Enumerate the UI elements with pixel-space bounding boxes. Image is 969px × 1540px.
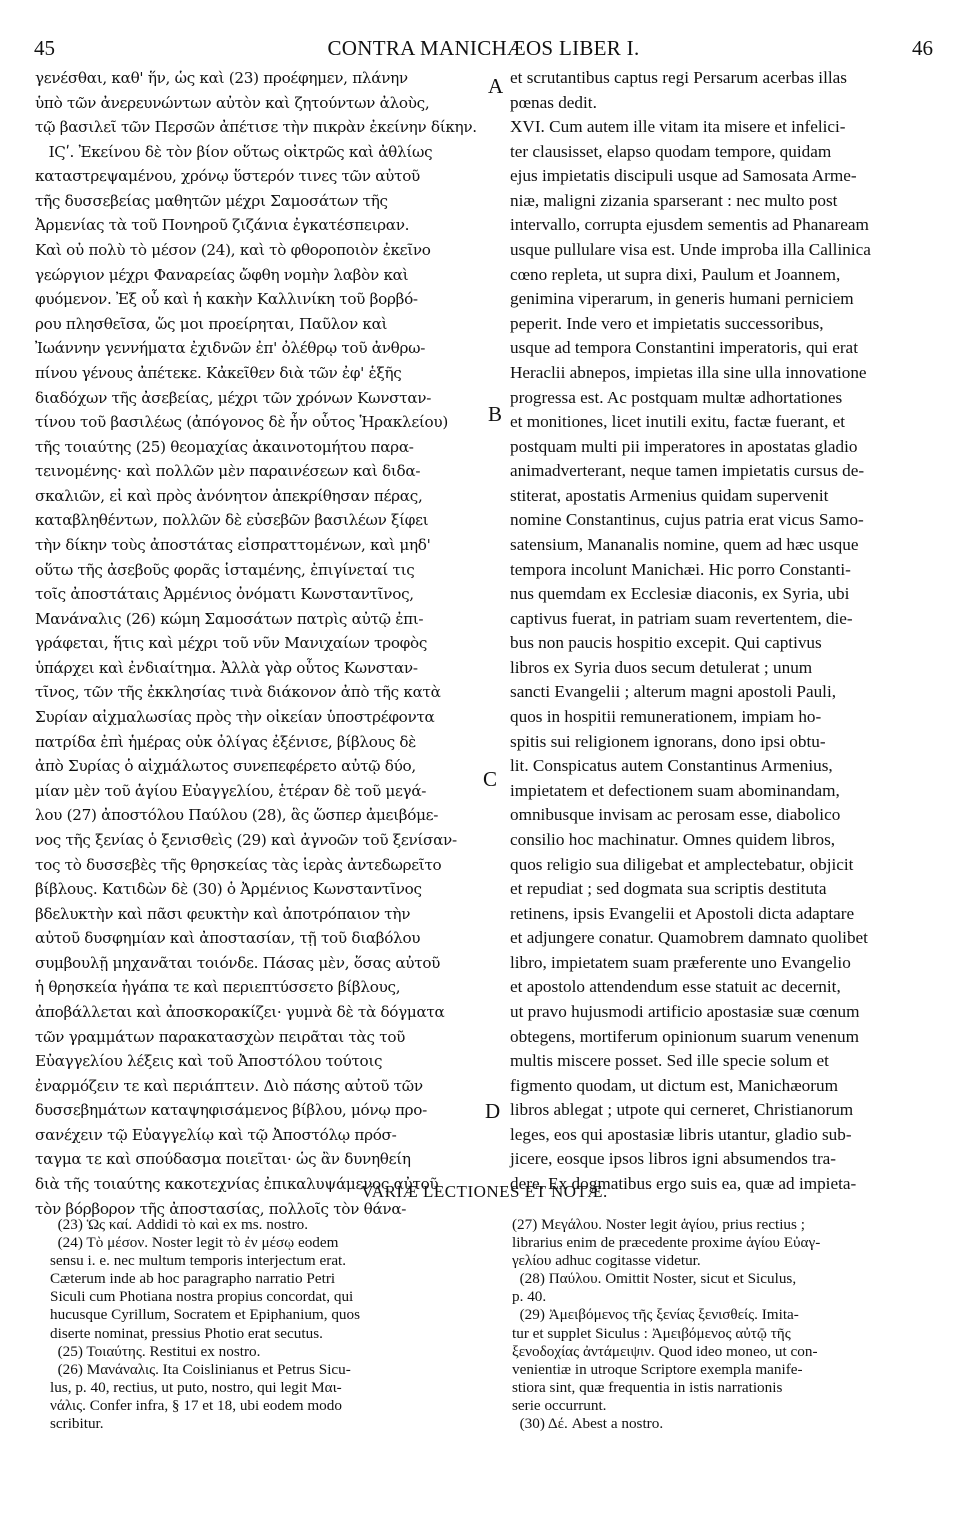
latin-text-line: et repudiat ; sed dogmata sua scriptis destituta xyxy=(510,879,827,899)
latin-text-line: omnibusque invisam ac perosam esse, diabolico xyxy=(510,805,841,825)
greek-text-line: ταγμα τε καὶ σπούδασμα ποιεῖται· ὡς ἂν δυνηθείη xyxy=(35,1150,411,1169)
latin-text-line: et monitiones, licet inutili exitu, factæ fuerant, et xyxy=(510,412,846,432)
latin-text-line: et scrutantibus captus regi Persarum acerbas illas xyxy=(510,68,847,87)
latin-text-line: XVI. Cum autem ille vitam ita misere et infelici- xyxy=(510,117,846,137)
latin-text-line: lit. Conspicatus autem Constantinus Armenius, xyxy=(510,756,833,776)
note-line: γελίου adhuc cogitasse videtur. xyxy=(512,1252,701,1270)
latin-text-line: et apostolo attendendum esse statuit ac decernit, xyxy=(510,977,841,997)
latin-text-line: ter clausisset, elapso quodam tempore, quidam xyxy=(510,141,832,161)
greek-text-line: ὑπάρχει καὶ ἐνδιαίτημα. Ἀλλὰ γὰρ οὗτος Κωνσταν- xyxy=(35,658,418,677)
greek-text-line: ρου πλησθεῖσα, ὥς μοι προείρηται, Παῦλον καὶ xyxy=(35,314,388,333)
latin-text-line: pœnas dedit. xyxy=(510,92,597,112)
greek-text-line: ἡ θρησκεία ἠγάπα τε καὶ περιεπτύσσετο βίβλους, xyxy=(35,978,401,997)
greek-text-line: τίνου τοῦ βασιλέως (ἀπόγονος δὲ ἦν οὗτος Ἡρακλείου) xyxy=(35,413,448,432)
page-number-left: 45 xyxy=(34,36,55,60)
greek-text-line: τος τὸ δυσσεβὲς τῆς θρησκείας τὰς ἱερὰς ἀντεδωρεῖτο xyxy=(35,855,442,874)
note-line: ξενοδοχίας ἀντάμειψιν. Quod ideo moneo, ut con- xyxy=(512,1342,818,1360)
greek-text-line: συμβουλῇ μηχανᾶται τοιόνδε. Πάσας μὲν, ὅσας αὐτοῦ xyxy=(35,953,441,972)
latin-text-line: progressa est. Ac postquam multæ adhortationes xyxy=(510,387,843,407)
note-line: tur et supplet Siculus : Ἀμειβόμενος αὐτῷ τῆς xyxy=(512,1324,791,1342)
latin-text-column xyxy=(510,66,940,1197)
latin-text-line: sancti Evangelii ; alterum magni apostoli Pauli, xyxy=(510,682,837,702)
greek-text-line: διὰ τῆς τοιαύτης κακοτεχνίας ἐπικαλυψάμενος αὐτοῦ xyxy=(35,1175,439,1194)
latin-text-line: usque pullulare visa est. Unde improba illa Callinica xyxy=(510,240,871,260)
greek-text-line: νος τῆς ξενίας ὁ ξενισθεὶς (29) καὶ ἀγνοῶν τοῦ ξενίσαν- xyxy=(35,830,457,849)
greek-text-line: σανέχειν τῷ Εὐαγγελίῳ καὶ τῷ Ἀποστόλῳ πρόσ- xyxy=(35,1125,397,1144)
latin-text-line: quos religio sua diligebat et amplectebatur, objicit xyxy=(510,854,854,874)
greek-text-line: Συρίαν αἰχμαλωσίας πρὸς τὴν οἰκείαν ὑποστρέφοντα xyxy=(35,708,435,727)
greek-text-line: μίαν μὲν τοῦ ἁγίου Εὐαγγελίου, ἑτέραν δὲ τοῦ μεγά- xyxy=(35,781,427,800)
note-line: (25) Τοιαύτης. Restitui ex nostro. xyxy=(50,1342,261,1360)
latin-text-line: consilio hoc machinatur. Omnes quidem libros, xyxy=(510,829,836,849)
latin-text-line: niæ, maligni zizania sparserant : nec multo post xyxy=(510,190,838,210)
latin-text-line: obtegens, mortiferum opinionum suarum venenum xyxy=(510,1026,859,1046)
greek-text-line: τῶν γραμμάτων παρακατασχὼν πειρᾶται τὰς τοῦ xyxy=(35,1027,406,1046)
note-line: (29) Ἀμειβόμενος τῆς ξενίας ξενισθείς. Imita- xyxy=(512,1306,799,1324)
latin-text-line: jicere, eosque ipsos libros igni absumendos tra- xyxy=(510,1149,837,1169)
margin-marker-a: A xyxy=(488,74,504,98)
latin-text-line: bus non paucis hospitio excepit. Qui captivus xyxy=(510,633,822,653)
greek-text-line: τῆς δυσσεβείας μαθητῶν μέχρι Σαμοσάτων τῆς xyxy=(35,191,388,210)
note-line: serie occurrunt. xyxy=(512,1396,607,1414)
greek-text-line: τῆς τοιαύτης (25) θεομαχίας ἀκαινοτομήτου παρα- xyxy=(35,437,414,456)
latin-text-line: satensium, Mananalis nomine, quem ad hæc usque xyxy=(510,534,859,554)
latin-text-line: quos in hospitii remunerationem, impiam ho- xyxy=(510,707,822,727)
note-line: (27) Μεγάλου. Noster legit ἁγίου, prius rectius ; xyxy=(512,1216,805,1233)
greek-text-line: πίνου γένους ἀπέτεκε. Κἀκεῖθεν διὰ τῶν ἐφ' ἑξῆς xyxy=(35,363,402,382)
greek-text-line: τοῖς ἀποστάταις Ἀρμένιος ὀνόματι Κωνσταντῖνος, xyxy=(35,585,414,604)
greek-text-line: ἀποβάλλεται καὶ ἀποσκορακίζει· γυμνὰ δὲ τὰ δόγματα xyxy=(35,1002,445,1021)
latin-text-line: Heraclii abnepos, impietas illa sine ulla innovatione xyxy=(510,362,867,382)
greek-text-line: Εὐαγγελίου λέξεις καὶ τοῦ Ἀποστόλου τούτοις xyxy=(35,1052,383,1071)
latin-text-line: retinens, ipsis Evangelii et Apostoli dicta adaptare xyxy=(510,903,855,923)
note-line: Cæterum inde ab hoc paragrapho narratio Petri xyxy=(50,1270,336,1288)
running-header xyxy=(34,36,933,62)
note-line: (30) Δέ. Abest a nostro. xyxy=(512,1415,664,1433)
note-line: stiora sint, quæ frequentia in istis narrationis xyxy=(512,1378,783,1396)
page-number-right: 46 xyxy=(912,36,933,60)
greek-text-line: τεινομένης· καὶ πολλῶν μὲν παραινέσεων καὶ διδα- xyxy=(35,462,421,481)
latin-text-line: libros ex Syria duos secum detulerat ; unum xyxy=(510,657,813,677)
greek-text-line: Ἰωάννην γεννήματα ἐχιδνῶν ἐπ' ὀλέθρῳ τοῦ ἀνθρω- xyxy=(35,339,426,358)
latin-text-line: captivus fuerat, in patriam suam revertentem, die- xyxy=(510,608,853,628)
greek-text-line: τὴν δίκην τοὺς ἀποστάτας εἰσπραττομένων, καὶ μηδ' xyxy=(35,535,431,554)
note-line: venientiæ in utroque Scriptore exempla manife- xyxy=(512,1360,803,1378)
latin-text-line: ejus impietatis discipuli usque ad Samosata Arme- xyxy=(510,166,857,186)
greek-text-line: βίβλους. Κατιδὼν δὲ (30) ὁ Ἀρμένιος Κωνσταντῖνος xyxy=(35,880,422,899)
note-line: (26) Μανάναλις. Ita Coislinianus et Petrus Sicu- xyxy=(50,1360,351,1378)
latin-text-line: animadverterant, neque tamen impietatis cursus de- xyxy=(510,461,865,481)
greek-text-line: αὐτοῦ δυσφημίαν καὶ ἀποστασίαν, τῇ τοῦ διαβόλου xyxy=(35,929,421,948)
notes-right-column xyxy=(512,1216,942,1433)
greek-text-line: ἐναρμόζειν τε καὶ περιάπτειν. Διὸ πάσης αὐτοῦ τῶν xyxy=(35,1076,423,1095)
greek-text-line: τῖνος, τῶν τῆς ἐκκλησίας τινὰ διάκονον ἀπὸ τῆς κατὰ xyxy=(35,683,441,702)
latin-text-line: postquam multi pii imperatores in apostatas gladio xyxy=(510,436,858,456)
note-line: lus, p. 40, rectius, ut puto, nostro, qui legit Μαι- xyxy=(50,1378,342,1396)
note-line: p. 40. xyxy=(512,1288,547,1306)
greek-text-line: Μανάναλις (26) κώμη Σαμοσάτων πατρὶς αὐτῷ ἐπι- xyxy=(35,609,424,628)
note-line: sensu i. e. nec multum temporis interjectum erat. xyxy=(50,1252,347,1270)
latin-text-line: stiterat, apostatis Armenius quidam supervenit xyxy=(510,485,829,505)
greek-text-line: γράφεται, ἥτις καὶ μέχρι τοῦ νῦν Μανιχαίων τροφὸς xyxy=(35,634,428,653)
greek-text-line: Καὶ οὐ πολὺ τὸ μέσον (24), καὶ τὸ φθοροποιὸν ἐκεῖνο xyxy=(35,241,431,260)
greek-text-line: φυόμενον. Ἐξ οὗ καὶ ἡ κακὴν Καλλινίκη τοῦ βορβό- xyxy=(35,290,418,309)
greek-text-line: λου (27) ἀποστόλου Παύλου (28), ἃς ὥσπερ ἀμειβόμε- xyxy=(35,806,439,825)
note-line: diserte nominat, pressius Photio erat secutus. xyxy=(50,1324,323,1342)
latin-text-line: leges, eos qui apostasiæ libris utantur, gladio sub- xyxy=(510,1124,852,1144)
latin-text-line: spitis sui religionem ignorans, dono ipsi obtu- xyxy=(510,731,826,751)
latin-text-line: peperit. Inde vero et impietatis successoribus, xyxy=(510,313,824,333)
note-line: Siculi cum Photiana nostra propius concordat, qui xyxy=(50,1288,354,1306)
greek-text-line: διαδόχων τῆς ἀσεβείας, μέχρι τῶν χρόνων Κωνσταν- xyxy=(35,388,432,407)
latin-text-line: impietatem et defectionem suam abominandam, xyxy=(510,780,840,800)
greek-text-line: Ἀρμενίας τὰ τοῦ Πονηροῦ ζιζάνια ἐγκατέσπειραν. xyxy=(35,216,410,235)
greek-text-line: ΙϚʹ. Ἐκείνου δὲ τὸν βίον οὕτως οἰκτρῶς καὶ ἀθλίως xyxy=(35,142,433,161)
greek-text-line: καταστρεψαμένου, χρόνῳ ὕστερόν τινες τῶν αὐτοῦ xyxy=(35,167,420,186)
notes-heading: VARIÆ LECTIONES ET NOTÆ. xyxy=(361,1182,608,1201)
greek-text-line: τὸν βόρβορον τῆς ἀποστασίας, πολλοῖς τὸν θάνα- xyxy=(35,1199,407,1218)
latin-text-line: nomine Constantinus, cujus patria erat vicus Samo- xyxy=(510,510,864,530)
latin-text-line: libros ablegat ; utpote qui cerneret, Christianorum xyxy=(510,1100,854,1120)
note-line: scribitur. xyxy=(50,1415,104,1433)
latin-text-line: tempora incolunt Manichæi. Hic porro Constanti- xyxy=(510,559,851,579)
greek-text-line: καταβληθέντων, πολλῶν δὲ εὐσεβῶν βασιλέων ξίφει xyxy=(35,511,429,530)
latin-text-line: dere. Ex dogmatibus ergo suis ea, quæ ad impieta- xyxy=(510,1174,857,1194)
greek-text-line: σκαλιῶν, εἰ καὶ πρὸς ἀνόνητον ἀπεκρίθησαν πέρας, xyxy=(35,486,423,505)
latin-text-line: figmento quodam, ut dictum est, Manichæorum xyxy=(510,1075,838,1095)
latin-text-line: usque ad tempora Constantini imperatoris, qui erat xyxy=(510,338,858,358)
greek-text-column xyxy=(35,66,483,1221)
greek-text-line: γεώργιον μέχρι Φαναρείας ὤφθη νομὴν λαβὸν καὶ xyxy=(35,265,409,284)
latin-text-line: ut pravo hujusmodi artificio apostasiæ suæ cœnum xyxy=(510,1001,860,1021)
greek-text-line: τῷ βασιλεῖ τῶν Περσῶν ἀπέτισε τὴν πικρὰν ἐκείνην δίκην. xyxy=(35,118,477,137)
greek-text-line: γενέσθαι, καθ' ἥν, ὡς καὶ (23) προέφημεν, πλάνην xyxy=(35,69,408,87)
latin-text-line: nus quemdam ex Ecclesiæ diaconis, ex Syria, ubi xyxy=(510,584,850,604)
latin-text-line: libro, impietatem suam præferente uno Evangelio xyxy=(510,952,851,972)
notes-left-column xyxy=(50,1216,490,1433)
note-line: (24) Τὸ μέσον. Noster legit τὸ ἐν μέσῳ eodem xyxy=(50,1234,339,1252)
latin-text-line: genimina viperarum, in generis humani perniciem xyxy=(510,289,854,309)
running-title: CONTRA MANICHÆOS LIBER I. xyxy=(327,36,640,60)
margin-marker-b: B xyxy=(488,402,503,426)
note-line: librarius enim de præcedente proxime ἁγίου Εὐαγ- xyxy=(512,1234,821,1252)
latin-text-line: intervallo, corrupta ejusdem sementis ad Phanaream xyxy=(510,215,869,235)
margin-marker-d: D xyxy=(485,1099,501,1123)
latin-text-line: multis miscere posset. Sed ille specie solum et xyxy=(510,1051,829,1071)
latin-text-line: cœno repleta, ut supra dixi, Paulum et Joannem, xyxy=(510,264,841,284)
greek-text-line: ὑπὸ τῶν ἀνερευνώντων αὐτὸν καὶ ζητούντων ἀλοὺς, xyxy=(35,93,430,112)
note-line: (23) Ὡς καί. Addidi τὸ καὶ ex ms. nostro. xyxy=(50,1216,309,1233)
note-line: hucusque Cyrillum, Socratem et Epiphanium, quos xyxy=(50,1306,361,1324)
note-line: (28) Παύλου. Omittit Noster, sicut et Siculus, xyxy=(512,1270,797,1288)
latin-text-line: et adjungere conatur. Quamobrem damnato quolibet xyxy=(510,928,868,948)
margin-marker-c: C xyxy=(483,767,498,791)
greek-text-line: δυσσεβημάτων καταψηφισάμενος βίβλου, μόνῳ προ- xyxy=(35,1101,427,1120)
greek-text-line: βδελυκτὴν καὶ πᾶσι φευκτὴν καὶ ἀποτρόπαιον τὴν xyxy=(35,904,411,923)
greek-text-line: ἀπὸ Συρίας ὁ αἰχμάλωτος συνεπεφέρετο αὐτῷ δύο, xyxy=(35,757,416,776)
note-line: νάλις. Confer infra, § 17 et 18, ubi eodem modo xyxy=(50,1396,342,1414)
greek-text-line: πατρίδα ἐπὶ ἡμέρας οὐκ ὀλίγας ἐξένισε, βίβλους δὲ xyxy=(35,732,417,751)
greek-text-line: οὕτω τῆς ἀσεβοῦς φορᾶς ἱσταμένης, ἐπιγίνεταί τις xyxy=(35,560,415,579)
